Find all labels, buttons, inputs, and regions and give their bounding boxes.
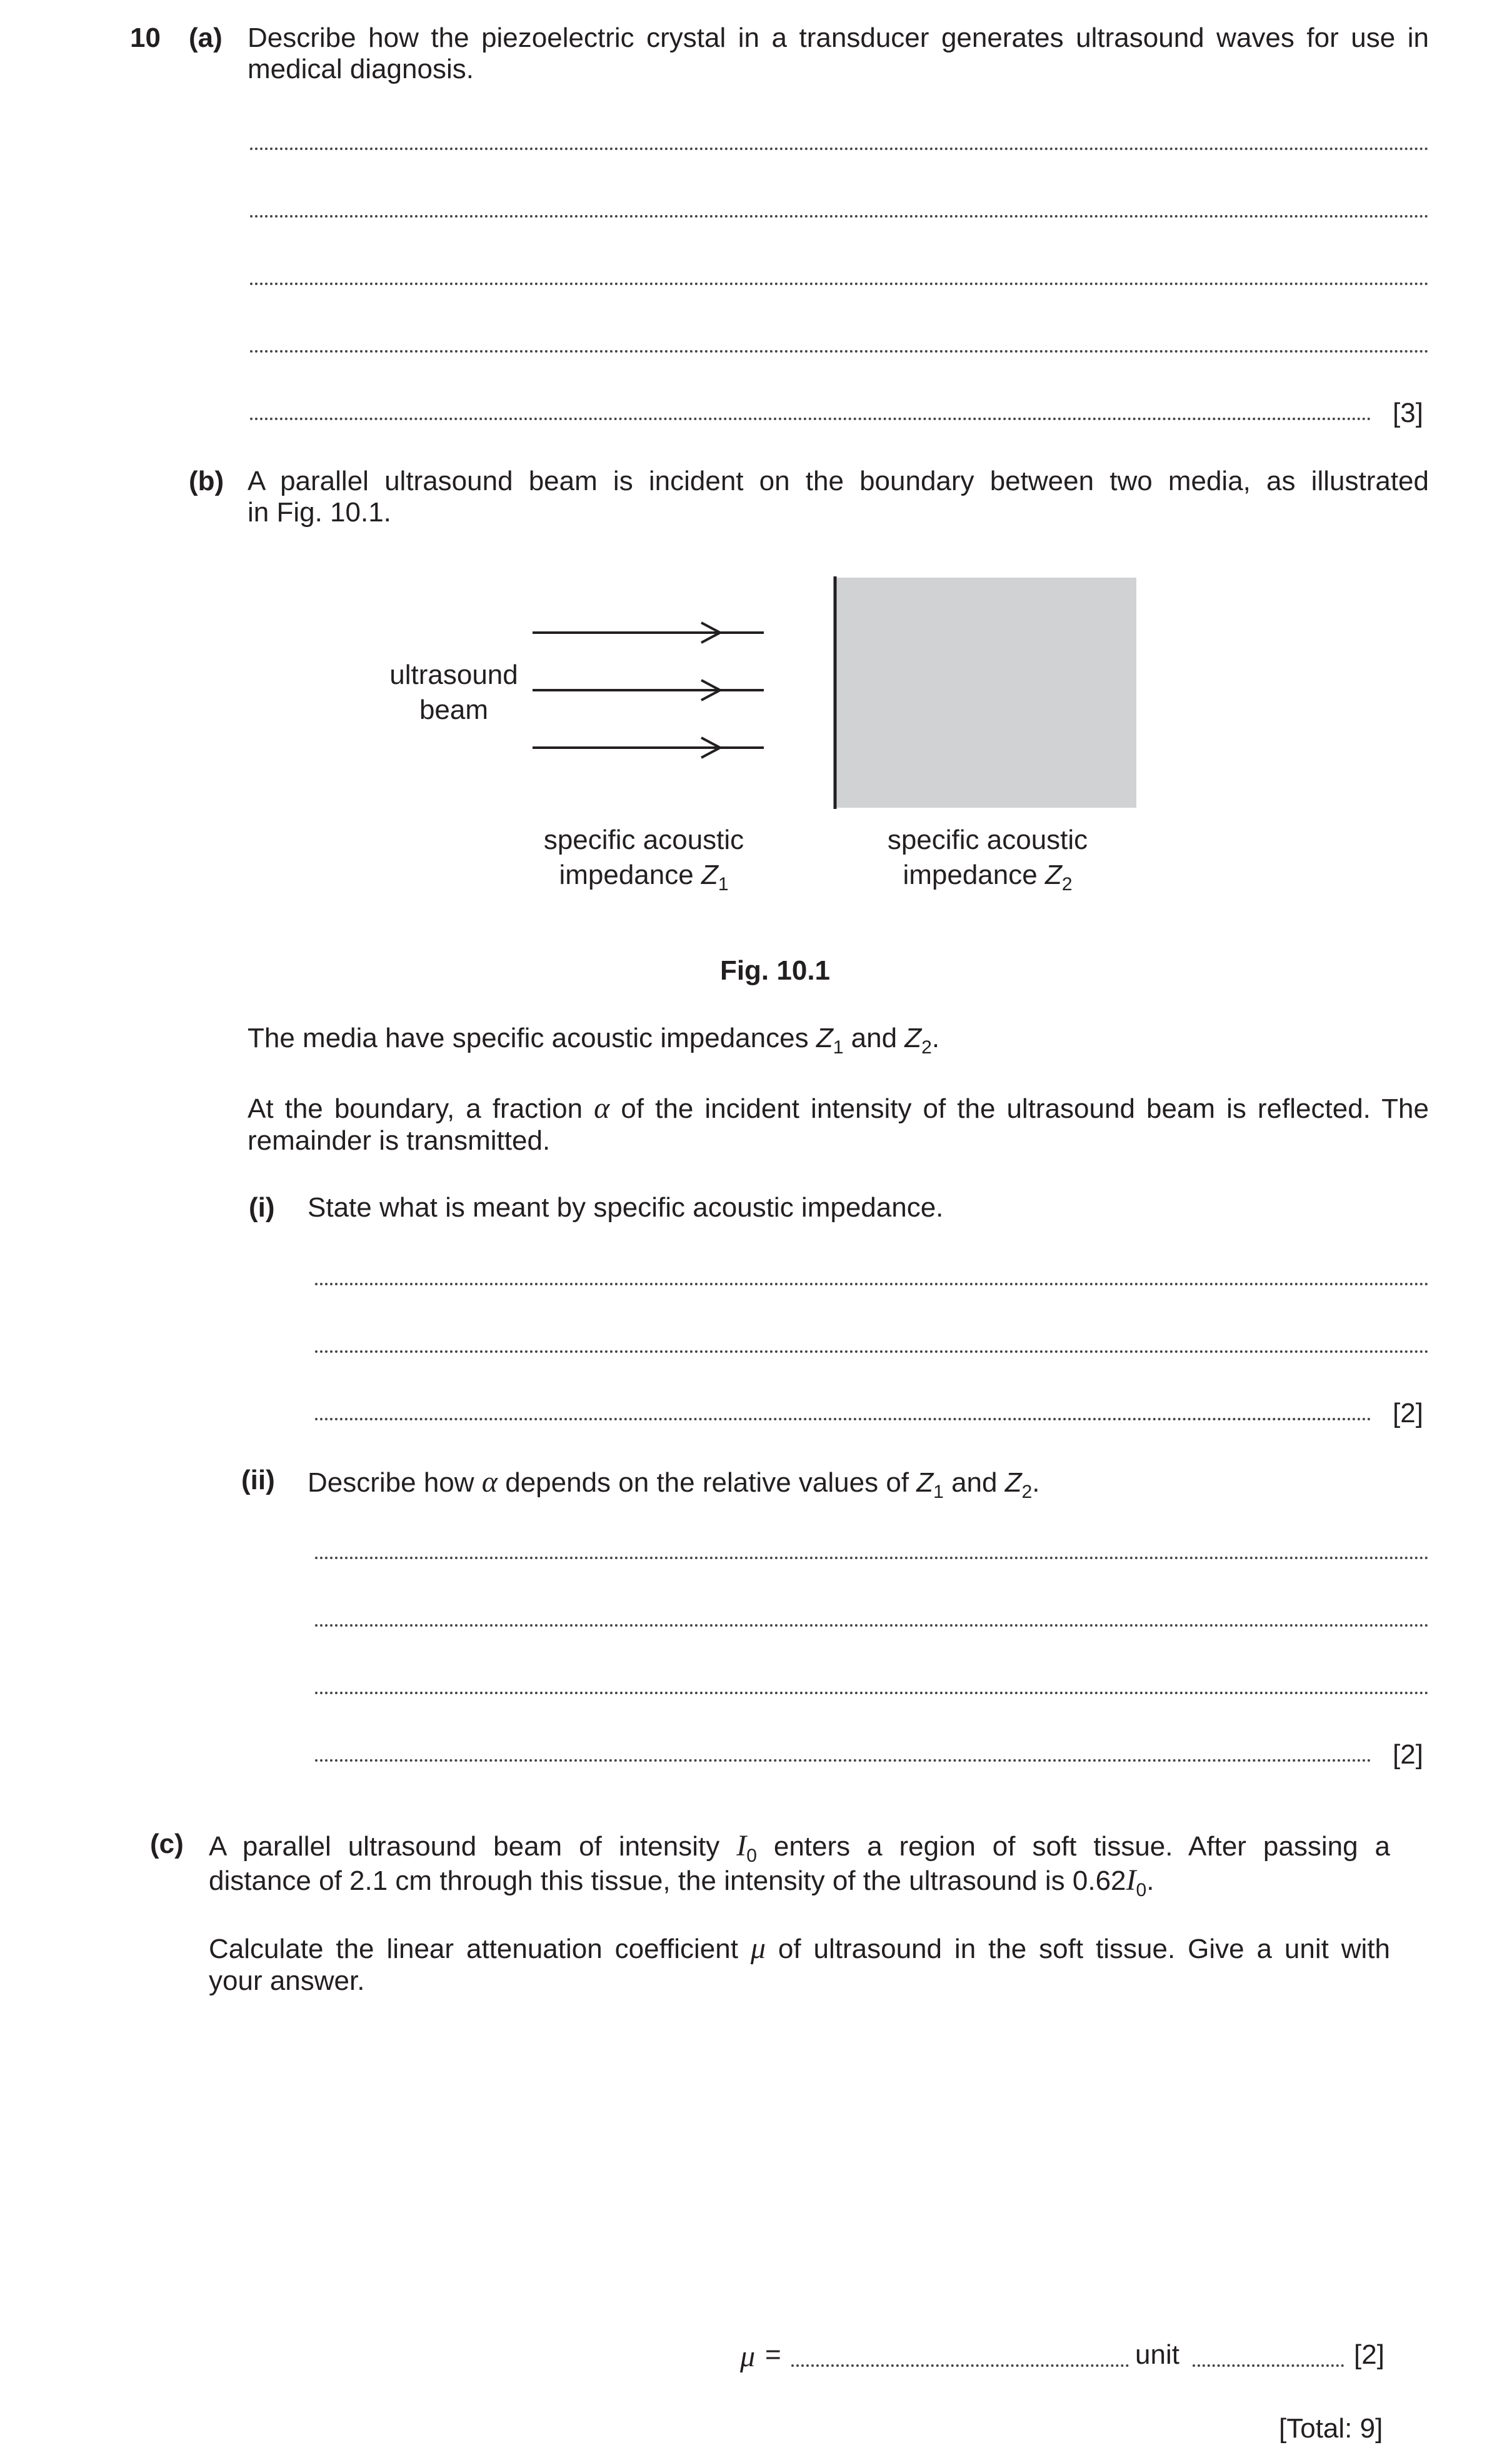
part-b-ii-label: (ii)	[241, 1465, 275, 1495]
part-b-line-2: in Fig. 10.1.	[248, 497, 391, 528]
ultrasound-beam-arrows	[533, 623, 764, 758]
boundary-text	[248, 1091, 1429, 1157]
part-a-marks: [3]	[1393, 398, 1423, 428]
part-c-calc-line-1: Calculate the linear attenuation coefficient μ of ultrasound in the soft tissue. Give a unit with	[209, 1932, 1390, 1965]
part-c-calc-line-2: your answer.	[209, 1965, 365, 1996]
boundary-text-line-1: At the boundary, a fraction α of the incident intensity of the ultrasound beam is reflected. The	[248, 1092, 1429, 1125]
medium-2-label-line-2: impedance $Z_2$	[903, 860, 1073, 895]
part-c-calculate	[209, 1931, 1390, 1997]
answer-line-bii3[interactable]	[315, 1692, 1429, 1694]
part-b-ii-marks: [2]	[1393, 1739, 1423, 1770]
part-a-line-2: medical diagnosis.	[248, 54, 474, 84]
media-impedance-text: The media have specific acoustic impedances $Z_1$ and $Z_2$.	[248, 1023, 940, 1058]
medium-1-label-line-1: specific acoustic	[543, 825, 744, 855]
answer-line-bii1[interactable]	[315, 1557, 1429, 1559]
part-c-line-2: distance of 2.1 cm through this tissue, the intensity of the ultrasound is $0.62I_0$.	[209, 1864, 1154, 1900]
part-a-line-1: Describe how the piezoelectric crystal in a transducer generates ultrasound waves for use in	[248, 23, 1429, 53]
part-c-label: (c)	[150, 1829, 184, 1859]
part-a-label: (a)	[189, 23, 223, 53]
equals-sign: =	[765, 2339, 781, 2370]
answer-line-bii2[interactable]	[315, 1624, 1429, 1627]
mu-symbol: μ	[740, 2340, 756, 2373]
part-c-marks: [2]	[1354, 2339, 1384, 2370]
answer-line-bii4[interactable]	[315, 1759, 1371, 1762]
part-b-line-1: A parallel ultrasound beam is incident on the boundary between two media, as illustrated	[248, 466, 1429, 496]
answer-line-bi1[interactable]	[315, 1283, 1429, 1285]
medium-1-label-line-2: impedance $Z_1$	[559, 860, 729, 895]
beam-label-line-1: ultrasound	[389, 660, 518, 690]
answer-line-bi3[interactable]	[315, 1418, 1371, 1420]
part-c-line-1: A parallel ultrasound beam of intensity $I_0$ enters a region of soft tissue. After passing a	[209, 1829, 1390, 1866]
figure-caption: Fig. 10.1	[719, 955, 831, 986]
part-c-question	[209, 1829, 1390, 1900]
unit-answer-field[interactable]	[1193, 2364, 1344, 2367]
answer-line-bi2[interactable]	[315, 1350, 1429, 1353]
medium-2-label-line-1: specific acoustic	[887, 825, 1088, 855]
beam-label	[360, 658, 548, 728]
medium-1-label	[513, 823, 775, 893]
total-marks: [Total: 9]	[1279, 2413, 1383, 2444]
medium-2-label	[856, 823, 1119, 893]
part-b-i-question: State what is meant by specific acoustic impedance.	[308, 1192, 944, 1223]
part-b-label: (b)	[189, 466, 224, 496]
part-b-i-marks: [2]	[1393, 1398, 1423, 1428]
part-b-ii-question: Describe how α depends on the relative values of $Z_1$ and $Z_2$.	[308, 1465, 1040, 1502]
beam-label-line-2: beam	[419, 695, 489, 725]
boundary-text-line-2: remainder is transmitted.	[248, 1125, 551, 1156]
question-number: 10	[130, 23, 161, 53]
mu-answer-field[interactable]	[791, 2364, 1129, 2367]
medium-2-block	[835, 578, 1136, 808]
part-b-i-label: (i)	[249, 1192, 275, 1223]
unit-label: unit	[1135, 2339, 1179, 2370]
